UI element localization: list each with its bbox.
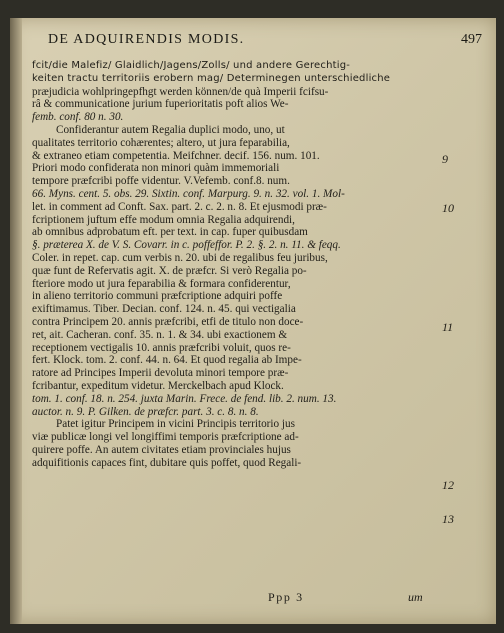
page-gutter-shadow xyxy=(10,18,22,624)
text-line: ratore ad Principes Imperii devoluta minori tempore præ- xyxy=(32,367,289,380)
text-line: tempore præfcribi poffe videntur. V.Vefemb. conf.8. num. xyxy=(32,175,290,188)
text-line: viæ publicæ longi vel longiffimi temporis præfcriptione ad- xyxy=(32,431,299,444)
margin-number: 12 xyxy=(442,478,454,492)
running-header xyxy=(48,32,482,48)
margin-number: 9 xyxy=(442,152,448,166)
text-line: receptionem vectigalis 10. annis præfcribi voluit, quos re- xyxy=(32,341,291,354)
text-line: let. in comment ad Conft. Sax. part. 2. c. 2. n. 8. Et ejusmodi præ- xyxy=(32,200,327,213)
text-line: râ & communicatione jurium fuperioritatis poft alios We- xyxy=(32,98,289,111)
text-line: & extraneo etiam competentia. Meifchner. decif. 156. num. 101. xyxy=(32,149,320,162)
margin-number: 11 xyxy=(442,320,454,334)
text-line: præjudicia wohlpringepfhgt werden können/de quà Imperii fcifsu- xyxy=(32,85,329,98)
text-line: femb. conf. 80 n. 30. xyxy=(32,111,124,124)
text-line: ab omnibus adprobatum eft. per text. in cap. fuper quibusdam xyxy=(32,226,308,239)
text-line: fcribantur, expeditum videtur. Merckelbach apud Klock. xyxy=(32,379,284,392)
text-line: ret, ait. Cacheran. conf. 35. n. 1. & 34. ubi exactionem & xyxy=(32,328,288,341)
text-line: qualitates territorio cohærentes; altero, ut jura feparabilia, xyxy=(32,136,290,149)
text-line: exiftimamus. Tiber. Decian. conf. 124. n. 45. qui vectigalia xyxy=(32,303,296,316)
text-line: 66. Myns. cent. 5. obs. 29. Sixtin. conf. Marpurg. 9. n. 32. vol. 1. Mol- xyxy=(32,187,345,200)
text-line: auctor. n. 9. P. Gilken. de præfcr. part. 3. c. 8. n. 8. xyxy=(32,405,259,418)
text-line: in alieno territorio communi præfcriptione adquiri poffe xyxy=(32,290,283,303)
text-line: fcriptionem juftum effe modum omnia Regalia adquirendi, xyxy=(32,213,295,226)
text-line: adquifitionis capaces fint, dubitare quis poffet, quod Regali- xyxy=(32,456,302,469)
text-line: fteriore modo ut jura feparabilia & formara confiderentur, xyxy=(32,277,291,290)
page-number: 497 xyxy=(461,32,482,47)
signature-mark: Ppp 3 xyxy=(268,590,304,604)
text-line: fert. Klock. tom. 2. conf. 44. n. 64. Et quod regalia ab Impe- xyxy=(32,354,302,367)
running-title: DE ADQUIRENDIS MODIS. xyxy=(48,32,245,47)
text-line: §. præterea X. de V. S. Covarr. in c. poffeffor. P. 2. §. 2. n. 11. & feqq. xyxy=(32,239,341,252)
text-line: Confiderantur autem Regalia duplici modo, uno, ut xyxy=(56,123,285,136)
catchword: um xyxy=(408,590,423,604)
text-line: tom. 1. conf. 18. n. 254. juxta Marin. Frece. de fend. lib. 2. num. 13. xyxy=(32,392,337,405)
text-line: Patet igitur Principem in vicini Principis territorio jus xyxy=(56,418,295,431)
text-line: contra Principem 20. annis præfcribi, etfi de titulo non doce- xyxy=(32,315,304,328)
text-line: Coler. in repet. cap. cum verbis n. 20. ubi de regalibus feu juribus, xyxy=(32,251,328,264)
body-text xyxy=(32,60,428,470)
text-line: quirere poffe. An autem civitates etiam provinciales hujus xyxy=(32,443,291,456)
text-line: quæ funt de Refervatis agit. X. de præfcr. Si verò Regalia po- xyxy=(32,264,307,277)
text-line: Priori modo confiderata non minori quàm immemoriali xyxy=(32,162,280,175)
margin-number: 13 xyxy=(442,512,454,526)
book-page xyxy=(10,18,496,624)
margin-number: 10 xyxy=(442,201,454,215)
text-line: keiten tractu territoriis erobern mag/ Determinegen unterschiedliche xyxy=(32,72,391,84)
text-line: fcit/die Malefiz/ Glaidlich/Jagens/Zolls/ und andere Gerechtig- xyxy=(32,60,351,71)
